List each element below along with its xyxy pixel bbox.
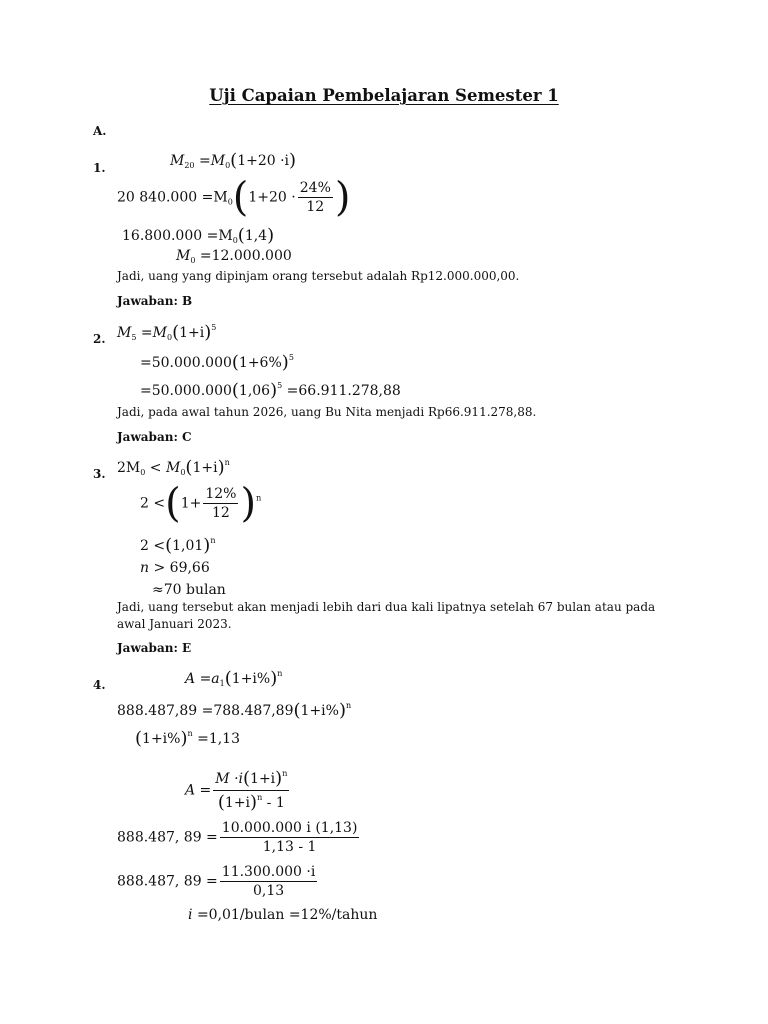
q1-number: 1. xyxy=(93,161,106,175)
q3-answer: Jawaban: E xyxy=(117,641,192,655)
q1-eq3: $16.800.000 =M_0(1,4)$ xyxy=(122,225,275,246)
q3-number: 3. xyxy=(93,467,106,481)
q1-eq4: $M_0 =12.000.000$ xyxy=(176,248,292,265)
q4-eq2: $888.487,89 =788.487,89(1+i\%)^n$ xyxy=(117,700,352,721)
q3-eq1: $2M_0 < M_0(1+i)^n$ xyxy=(117,457,230,478)
q4-eq6: 888.487, 89 = $\frac{11.300.000 \cdot i}{0,13}$ xyxy=(117,864,316,899)
q4-eq1: $A =a_1(1+i\%)^n$ xyxy=(185,668,283,689)
q3-eq3: $2 <(1,01)^n$ xyxy=(140,535,216,556)
q4-eq5: 888.487, 89 = $\frac{10.000.000 i (1,13)}{1,13 - 1}$ xyxy=(117,820,358,855)
q4-eq3: $(1+i\%)^n =1,13$ xyxy=(135,728,240,749)
q4-eq4: A = $\frac{M \cdot i(1+i)^n}{(1+i)^n - 1}$ xyxy=(185,768,288,813)
q1-eq2: 20 $840.000 =M_0(1+20$ · $\frac{24\%}{12}$ ) xyxy=(117,174,351,221)
q2-conclusion: Jadi, pada awal tahun 2026, uang Bu Nita menjadi Rp66.911.278,88. xyxy=(117,405,537,419)
q2-answer: Jawaban: C xyxy=(117,430,192,444)
q3-eq5: ≈70 bulan xyxy=(152,582,226,598)
q4-eq7: i =0,01/bulan =12%/tahun xyxy=(188,907,378,923)
q3-eq4: n > 69,66 xyxy=(140,560,210,576)
section-label: A. xyxy=(93,124,107,138)
q3-eq2: 2 <(1+ $\frac{12\%}{12}$ )$^n$ xyxy=(140,480,262,527)
q2-eq3: $=50.000.000(1,06)^5 =66.911.278,88$ xyxy=(140,380,401,401)
q3-conclusion-line1: Jadi, uang tersebut akan menjadi lebih dari dua kali lipatnya setelah 67 bulan atau pada xyxy=(117,600,656,614)
q2-eq2: $=50.000.000(1+6\%)^5$ xyxy=(140,352,294,373)
q2-eq1: $M_5 =M_0(1+i)^5$ xyxy=(117,322,217,343)
q1-answer: Jawaban: B xyxy=(117,294,193,308)
q1-conclusion: Jadi, uang yang dipinjam orang tersebut adalah Rp12.000.000,00. xyxy=(117,269,520,283)
page-title: Uji Capaian Pembelajaran Semester 1 xyxy=(209,86,559,105)
q4-number: 4. xyxy=(93,678,106,692)
q1-eq1: $M_{20} =M_0(1+20 \cdot i)$ xyxy=(170,150,297,171)
q3-conclusion-line2: awal Januari 2023. xyxy=(117,617,232,631)
q2-number: 2. xyxy=(93,332,106,346)
